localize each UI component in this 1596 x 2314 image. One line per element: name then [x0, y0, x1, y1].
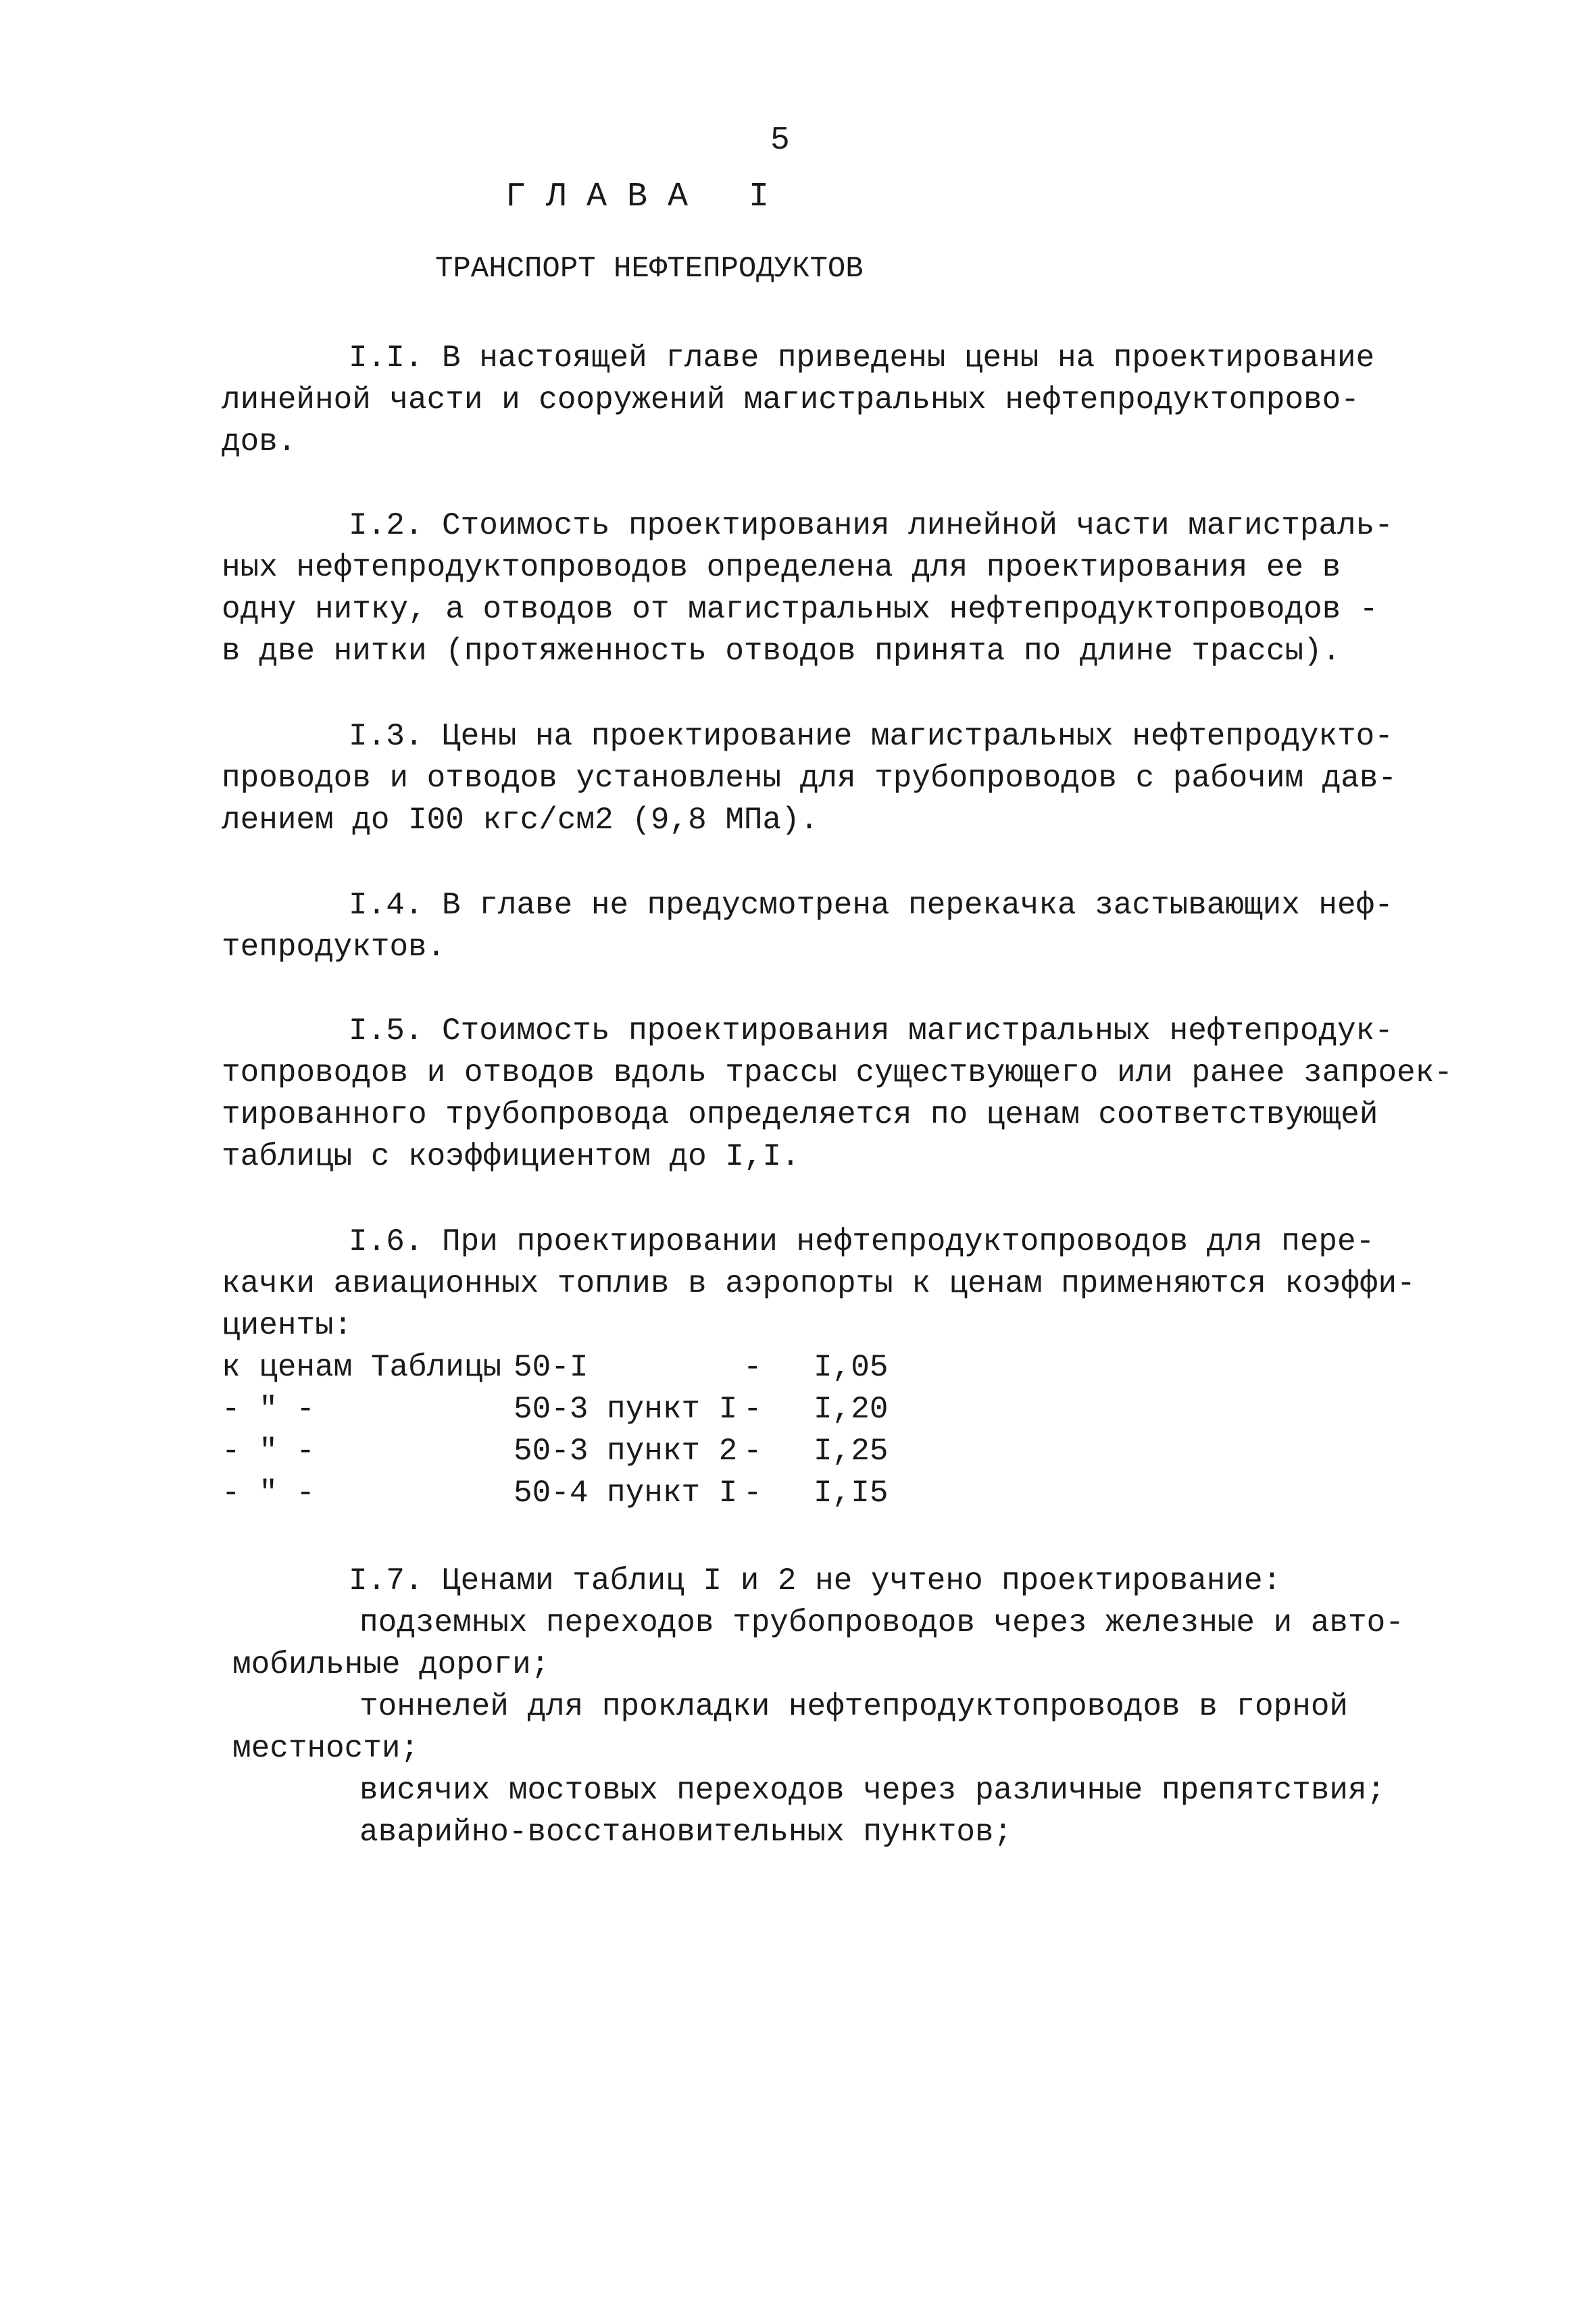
paragraph-1-6-line-2: качки авиационных топлив в аэропорты к ценам применяются коэффи- — [222, 1266, 1416, 1301]
coef-row-2-ref: - " - — [222, 1392, 316, 1427]
paragraph-1-5-line-4: таблицы с коэффициентом до I,I. — [222, 1139, 800, 1174]
coef-row-1-table: 50-I — [514, 1350, 589, 1385]
coef-row-3-dash: - — [743, 1434, 762, 1469]
coef-row-3-ref: - " - — [222, 1434, 316, 1469]
coef-row-1-dash: - — [743, 1350, 762, 1385]
chapter-title: Г Л А В А I — [505, 178, 770, 216]
paragraph-1-5-line-1: I.5. Стоимость проектирования магистральных нефтепродук- — [349, 1013, 1393, 1049]
paragraph-1-7-line-1: подземных переходов трубопроводов через железные и авто- — [359, 1605, 1404, 1640]
coef-row-2-dash: - — [743, 1392, 762, 1427]
paragraph-1-6-line-3: циенты: — [222, 1308, 353, 1343]
paragraph-1-7-line-3: тоннелей для прокладки нефтепродуктопроводов в горной — [359, 1689, 1349, 1724]
paragraph-1-2-line-1: I.2. Стоимость проектирования линейной части магистраль- — [349, 508, 1393, 543]
paragraph-1-7-intro: I.7. Ценами таблиц I и 2 не учтено проектирование: — [349, 1563, 1282, 1599]
paragraph-1-3-line-3: лением до I00 кгс/см2 (9,8 МПа). — [222, 803, 819, 838]
paragraph-1-7-line-5: висячих мостовых переходов через различные препятствия; — [359, 1773, 1386, 1808]
coef-row-1-ref: к ценам Таблицы — [222, 1350, 502, 1385]
paragraph-1-5-line-2: топроводов и отводов вдоль трассы существующего или ранее запроек- — [222, 1055, 1453, 1090]
paragraph-1-3-line-2: проводов и отводов установлены для трубопроводов с рабочим дав- — [222, 761, 1397, 796]
paragraph-1-5-line-3: тированного трубопровода определяется по ценам соответствующей — [222, 1097, 1378, 1132]
paragraph-1-2-line-3: одну нитку, а отводов от магистральных нефтепродуктопроводов - — [222, 592, 1378, 627]
coef-row-2-value: I,20 — [814, 1392, 889, 1427]
coef-row-3-table: 50-3 пункт 2 — [514, 1434, 738, 1469]
paragraph-1-4-line-2: тепродуктов. — [222, 930, 446, 965]
coef-row-3-value: I,25 — [814, 1434, 889, 1469]
paragraph-1-2-line-4: в две нитки (протяженность отводов принята по длине трассы). — [222, 634, 1341, 669]
coef-row-1-value: I,05 — [814, 1350, 889, 1385]
paragraph-1-1-line-1: I.I. В настоящей главе приведены цены на проектирование — [349, 341, 1375, 376]
paragraph-1-7-line-4: местности; — [232, 1731, 420, 1766]
coef-row-4-ref: - " - — [222, 1476, 316, 1511]
coef-row-4-value: I,I5 — [814, 1476, 889, 1511]
paragraph-1-3-line-1: I.3. Цены на проектирование магистральных нефтепродукто- — [349, 719, 1393, 754]
paragraph-1-1-line-3: дов. — [222, 424, 297, 459]
section-title: ТРАНСПОРТ НЕФТЕПРОДУКТОВ — [435, 252, 864, 286]
paragraph-1-4-line-1: I.4. В главе не предусмотрена перекачка застывающих неф- — [349, 888, 1393, 923]
coef-row-4-table: 50-4 пункт I — [514, 1476, 738, 1511]
paragraph-1-6-line-1: I.6. При проектировании нефтепродуктопроводов для пере- — [349, 1224, 1375, 1259]
page-number: 5 — [770, 122, 790, 159]
paragraph-1-7-line-2: мобильные дороги; — [232, 1647, 550, 1682]
coef-row-2-table: 50-3 пункт I — [514, 1392, 738, 1427]
paragraph-1-1-line-2: линейной части и сооружений магистральных нефтепродуктопрово- — [222, 382, 1360, 418]
coef-row-4-dash: - — [743, 1476, 762, 1511]
paragraph-1-2-line-2: ных нефтепродуктопроводов определена для проектирования ее в — [222, 550, 1341, 585]
paragraph-1-7-line-6: аварийно-восстановительных пунктов; — [359, 1815, 1013, 1850]
